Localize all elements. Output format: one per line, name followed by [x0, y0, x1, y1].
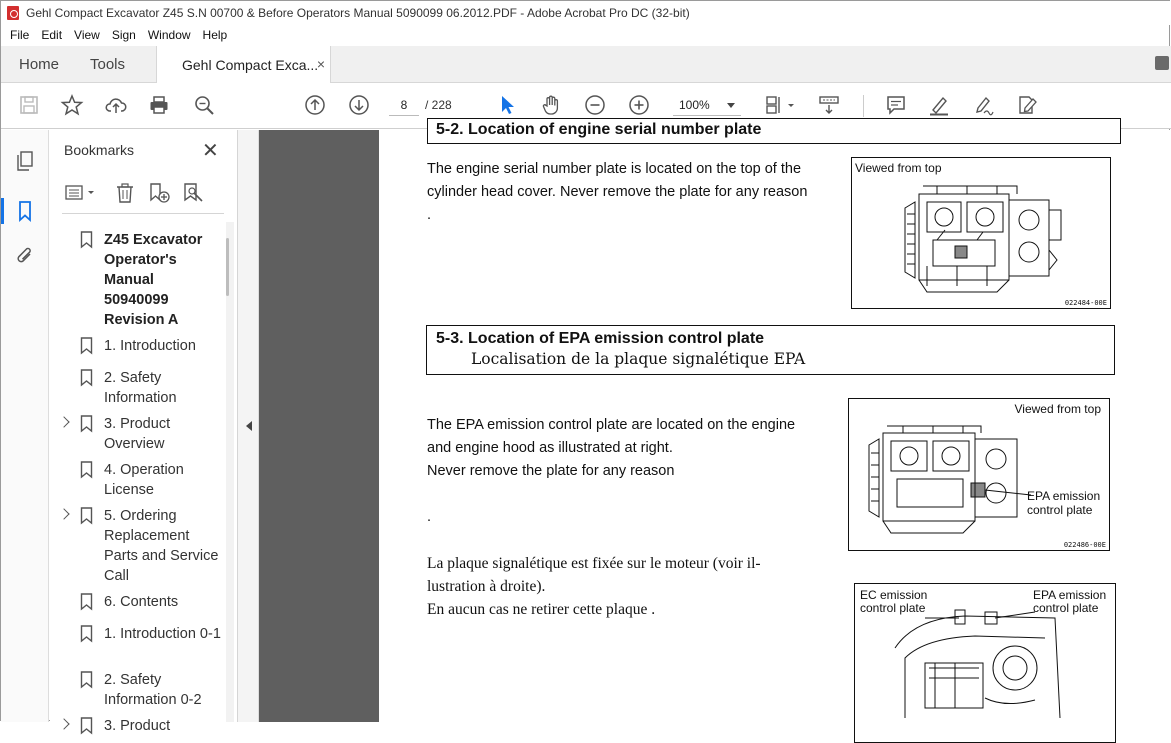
star-icon[interactable]	[60, 93, 84, 117]
save-icon[interactable]	[17, 93, 41, 117]
pdf-page[interactable]	[379, 121, 1171, 722]
bookmark-panel-icon[interactable]	[14, 200, 36, 222]
engine-figure-3	[854, 583, 1116, 743]
fig2-caption: Viewed from top	[1014, 402, 1101, 416]
bookmarks-scrollbar[interactable]	[226, 222, 234, 722]
comment-icon[interactable]	[884, 93, 908, 117]
fill-sign-icon[interactable]	[971, 93, 995, 117]
collapse-left-icon	[246, 421, 252, 431]
engine-hood-illustration	[895, 608, 1065, 718]
fig3-ec-line-1: EC emission	[860, 588, 928, 602]
section-53-subtitle: Localisation de la plaque signalétique EPA	[471, 350, 806, 368]
highlight-pen-icon[interactable]	[927, 93, 951, 117]
scrollbar-thumb[interactable]	[226, 238, 229, 296]
panel-collapse-handle[interactable]	[238, 130, 259, 722]
bookmark-label: 3. Product	[104, 718, 171, 734]
upload-cloud-icon[interactable]	[104, 93, 128, 117]
fig1-code: 022484-00E	[1064, 299, 1107, 307]
french-line-1: La plaque signalétique est fixée sur le moteur (voir il-	[427, 555, 761, 572]
scroll-mode-icon[interactable]	[817, 93, 841, 117]
engine-top-view-illustration-2	[863, 423, 1033, 541]
bookmark-label: 2. Safety Information	[104, 370, 177, 406]
bookmark-label: 3. Product Overview	[104, 416, 171, 452]
page-total: / 228	[425, 98, 452, 112]
engine-figure-2	[848, 398, 1110, 551]
bookmark-label: 1. Introduction 0-1	[104, 626, 221, 642]
section-52-body	[427, 158, 807, 227]
page-thumbnails-icon[interactable]	[14, 150, 36, 172]
menu-help[interactable]: Help	[202, 28, 228, 42]
close-icon[interactable]: ✕	[202, 140, 219, 162]
edit-pdf-icon[interactable]	[1015, 93, 1039, 117]
section-53-line-2: and engine hood as illustrated at right.	[427, 440, 673, 456]
bookmark-icon	[80, 415, 93, 432]
engine-top-view-illustration	[897, 180, 1067, 300]
bookmarks-toolbar	[62, 174, 224, 214]
page-number-input[interactable]: 8	[389, 94, 419, 116]
french-line-3: En aucun cas ne retirer cette plaque .	[427, 601, 656, 618]
bookmark-icon	[80, 231, 93, 248]
bookmark-label: 2. Safety Information 0-2	[104, 672, 202, 708]
section-53-title: 5-3. Location of EPA emission control plate	[436, 330, 765, 347]
section-52-line-3: .	[427, 207, 432, 223]
tab-close-icon[interactable]: ×	[316, 56, 325, 72]
bookmark-options-icon[interactable]	[64, 182, 98, 204]
bookmark-label: 6. Contents	[104, 594, 179, 610]
bookmark-icon	[80, 593, 93, 610]
section-53-line-5: .	[427, 509, 432, 525]
bookmark-icon	[80, 337, 93, 354]
fig3-epa-line-1: EPA emission	[1033, 588, 1107, 602]
bookmark-label: 1. Introduction	[104, 338, 196, 354]
chevron-right-icon[interactable]	[58, 508, 69, 519]
section-53-body	[427, 414, 795, 529]
acrobat-app-icon	[7, 6, 19, 20]
bookmark-icon	[80, 461, 93, 478]
attachment-paperclip-icon[interactable]	[14, 245, 36, 267]
chevron-right-icon[interactable]	[58, 718, 69, 729]
engine-figure-1	[851, 157, 1111, 309]
delete-bookmark-icon[interactable]	[114, 182, 136, 204]
menu-bar	[1, 25, 1171, 45]
bookmark-icon	[80, 625, 93, 642]
bookmarks-title: Bookmarks	[64, 142, 135, 158]
active-indicator	[1, 198, 4, 224]
zoom-out-icon[interactable]	[583, 93, 607, 117]
menu-window[interactable]: Window	[147, 28, 191, 42]
section-52-line-1: The engine serial number plate is located on the top of the	[427, 161, 802, 177]
fig1-caption: Viewed from top	[855, 161, 942, 175]
section-53-line-3: Never remove the plate for any reason	[427, 463, 675, 479]
zoom-search-icon[interactable]	[192, 93, 216, 117]
section-53-header	[426, 325, 1115, 375]
tab-document-label: Gehl Compact Exca...	[182, 57, 319, 73]
fig3-epa-line-2: control plate	[1033, 601, 1099, 615]
title-bar	[1, 1, 1171, 25]
bookmark-label: 4. Operation License	[104, 462, 184, 498]
chevron-right-icon[interactable]	[58, 416, 69, 427]
next-page-icon[interactable]	[347, 93, 371, 117]
menu-sign[interactable]: Sign	[111, 28, 136, 42]
print-icon[interactable]	[147, 93, 171, 117]
bookmarks-list	[50, 222, 226, 734]
viewport-margin	[259, 130, 379, 722]
left-navigation-rail	[1, 130, 49, 722]
section-53-line-4	[427, 483, 795, 506]
tab-document[interactable]	[156, 46, 331, 84]
fig2-epa-label	[1027, 489, 1100, 517]
comment-panel-icon[interactable]	[1155, 56, 1169, 70]
zoom-in-icon[interactable]	[627, 93, 651, 117]
fig2-epa-label-line-2: control plate	[1027, 503, 1093, 517]
section-53-line-1: The EPA emission control plate are located on the engine	[427, 417, 796, 433]
page-layout-icon[interactable]	[763, 93, 797, 117]
bookmark-icon	[80, 671, 93, 688]
bookmark-label: 5. Ordering Replacement Parts and Service Call	[104, 508, 219, 584]
hand-tool-icon[interactable]	[539, 93, 563, 117]
chevron-down-icon	[727, 103, 735, 108]
section-52-title: 5-2. Location of engine serial number plate	[436, 121, 762, 138]
toolbar-divider	[863, 95, 864, 117]
bookmark-icon	[80, 369, 93, 386]
french-body	[427, 552, 761, 621]
select-cursor-icon[interactable]	[495, 93, 519, 117]
bookmark-icon	[80, 717, 93, 734]
previous-page-icon[interactable]	[303, 93, 327, 117]
french-line-2: lustration à droite).	[427, 578, 546, 595]
zoom-level-select[interactable]	[673, 94, 741, 116]
bookmark-icon	[80, 507, 93, 524]
bookmark-search-icon[interactable]	[182, 182, 204, 204]
section-52-header	[427, 118, 1121, 144]
zoom-level-value: 100%	[679, 98, 710, 112]
bookmarks-panel	[50, 130, 238, 734]
section-52-line-2: cylinder head cover. Never remove the plate for any reason	[427, 184, 808, 200]
window-title: Gehl Compact Excavator Z45 S.N 00700 & Before Operators Manual 5090099 06.2012.PDF - Adobe Acrobat Pro DC (32-bit)	[26, 6, 690, 20]
tab-bar	[1, 46, 1171, 83]
menu-view[interactable]: View	[74, 28, 100, 42]
menu-file[interactable]: File	[10, 28, 30, 42]
menu-edit[interactable]: Edit	[41, 28, 63, 42]
tab-tools[interactable]: Tools	[90, 56, 126, 73]
fig2-epa-label-line-1: EPA emission	[1027, 489, 1101, 503]
new-bookmark-icon[interactable]	[148, 182, 170, 204]
fig3-ec-line-2: control plate	[860, 601, 926, 615]
bookmark-label: Z45 Excavator Operator's Manual 50940099 Revision A	[104, 232, 203, 328]
tab-home[interactable]: Home	[19, 56, 60, 73]
fig2-code: 022486-00E	[1063, 541, 1106, 549]
